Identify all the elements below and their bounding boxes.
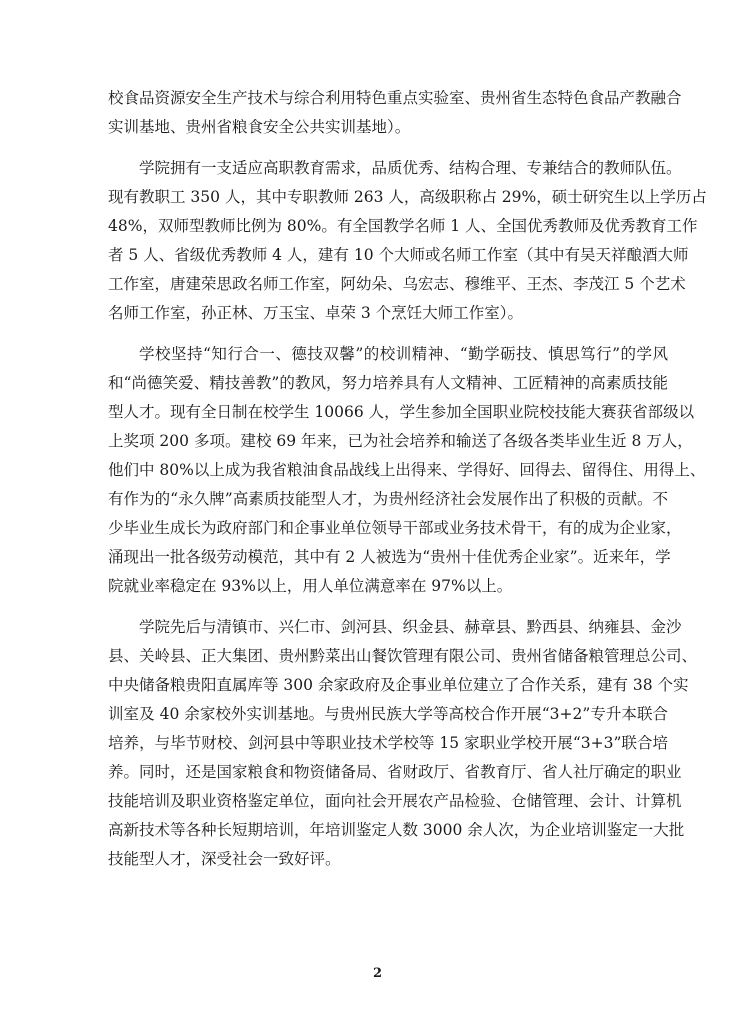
text-line: 者 5 人、省级优秀教师 4 人，建有 10 个大师或名师工作室（其中有吴天祥酿酒大师: [108, 246, 689, 264]
text-line: 学院先后与清镇市、兴仁市、剑河县、织金县、赫章县、黔西县、纳雍县、金沙: [139, 618, 682, 636]
paragraph-faculty: [108, 154, 707, 328]
text-line: 他们中 80%以上成为我省粮油食品战线上出得来、学得好、回得去、留得住、用得上、: [108, 461, 706, 479]
text-line: 高新技术等各种长短期培训，年培训鉴定人数 3000 余人次，为企业培训鉴定一大批: [108, 821, 685, 839]
text-line: 工作室，唐建荣思政名师工作室，阿幼朵、乌宏志、穆维平、王杰、李茂江 5 个艺术: [108, 275, 686, 293]
text-line: 校食品资源安全生产技术与综合利用特色重点实验室、贵州省生态特色食品产教融合: [108, 89, 682, 107]
text-line: 技能培训及职业资格鉴定单位，面向社会开展农产品检验、仓储管理、会计、计算机: [108, 792, 682, 810]
text-line: 涌现出一批各级劳动模范，其中有 2 人被选为“贵州十佳优秀企业家”。近来年，学: [108, 548, 671, 566]
page-number: 2: [372, 966, 383, 981]
text-line: 技能型人才，深受社会一致好评。: [108, 850, 341, 868]
text-line: 学校坚持“知行合一、德技双馨”的校训精神、“勤学砺技、慎思笃行”的学风: [139, 345, 668, 363]
paragraph-continued: [108, 84, 682, 142]
text-line: 现有教职工 350 人，其中专职教师 263 人，高级职称占 29%，硕士研究生以上学历占: [108, 188, 707, 206]
paragraph-students: [108, 340, 706, 601]
paragraph-cooperation: [108, 613, 698, 874]
text-line: 型人才。现有全日制在校学生 10066 人，学生参加全国职业院校技能大赛获省部级以: [108, 403, 695, 421]
text-line: 和“尚德笑爱、精技善教”的教风，努力培养具有人文精神、工匠精神的高素质技能: [108, 374, 668, 392]
text-line: 训室及 40 余家校外实训基地。与贵州民族大学等高校合作开展“3+2”专升本联合: [108, 705, 668, 723]
text-line: 中央储备粮贵阳直属库等 300 余家政府及企事业单位建立了合作关系，建有 38 个实: [108, 676, 689, 694]
text-line: 少毕业生成长为政府部门和企事业单位领导干部或业务技术骨干，有的成为企业家，: [108, 519, 682, 537]
text-line: 上奖项 200 多项。建校 69 年来，已为社会培养和输送了各级各类毕业生近 8 万人，: [108, 432, 693, 450]
text-line: 实训基地、贵州省粮食安全公共实训基地）。: [108, 118, 411, 136]
text-line: 有作为的“永久牌”高素质技能型人才，为贵州经济社会发展作出了积极的贡献。不: [108, 490, 668, 508]
text-line: 名师工作室，孙正林、万玉宝、卓荣 3 个烹饪大师工作室）。: [108, 304, 523, 322]
text-line: 48%，双师型教师比例为 80%。有全国教学名师 1 人、全国优秀教师及优秀教育工作: [108, 217, 698, 235]
text-line: 院就业率稳定在 93%以上，用人单位满意率在 97%以上。: [108, 577, 513, 595]
text-line: 县、关岭县、正大集团、贵州黔菜出山餐饮管理有限公司、贵州省储备粮管理总公司、: [108, 647, 698, 665]
text-line: 养。同时，还是国家粮食和物资储备局、省财政厅、省教育厅、省人社厅确定的职业: [108, 763, 682, 781]
body-text: [108, 84, 707, 886]
text-line: 学院拥有一支适应高职教育需求，品质优秀、结构合理、专兼结合的教师队伍。: [139, 159, 682, 177]
text-line: 培养，与毕节财校、剑河县中等职业技术学校等 15 家职业学校开展“3+3”联合培: [108, 734, 668, 752]
